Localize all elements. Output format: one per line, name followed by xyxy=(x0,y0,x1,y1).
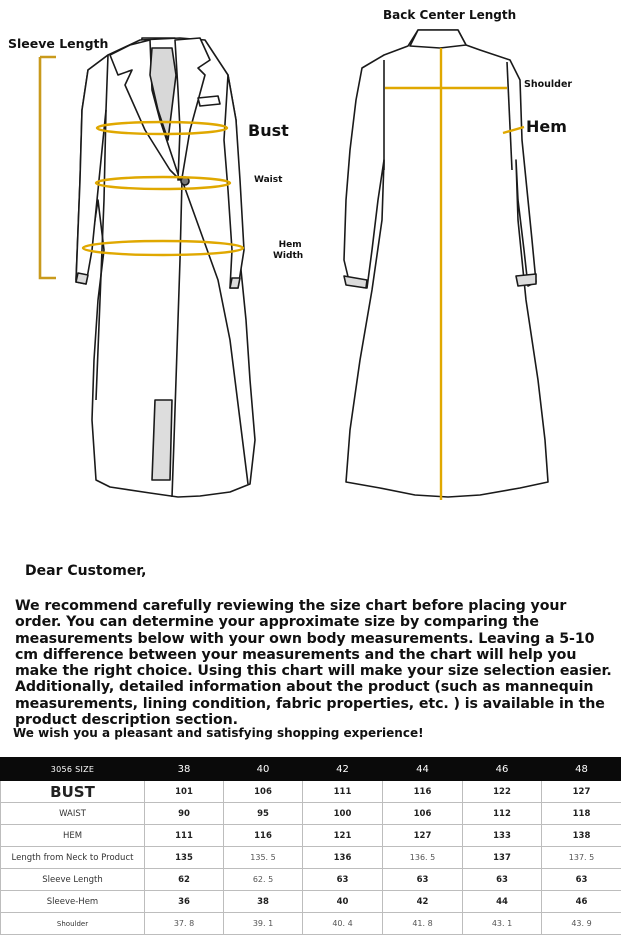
row-label: Sleeve-Hem xyxy=(1,891,145,913)
shoulder-label: Shoulder xyxy=(524,79,572,90)
table-cell: 121 xyxy=(303,825,383,847)
table-cell: 135 xyxy=(145,847,224,869)
table-cell: 36 xyxy=(145,891,224,913)
table-cell: 101 xyxy=(145,781,224,803)
table-cell: 63 xyxy=(383,869,463,891)
table-cell: 112 xyxy=(463,803,542,825)
table-cell: 46 xyxy=(542,891,621,913)
table-cell: 111 xyxy=(145,825,224,847)
table-cell: 62. 5 xyxy=(224,869,303,891)
table-cell: 116 xyxy=(383,781,463,803)
size-column-header: 44 xyxy=(383,758,463,781)
intro-paragraph: We recommend carefully reviewing the size chart before placing your order. You can determine your approximate size by comparing the measurements below with your own body measurements. Leaving a 5-10 cm difference between your measurements and the chart will help you make the right choice. Using this chart will make your size selection easier. Additionally, detailed information about the product (such as mannequin measurements, lining condition, fabric properties, etc. ) is available in the product description section. xyxy=(15,598,615,728)
table-cell: 116 xyxy=(224,825,303,847)
hem-width-label-line2: Width xyxy=(273,251,303,262)
table-cell: 95 xyxy=(224,803,303,825)
row-label: WAIST xyxy=(1,803,145,825)
table-cell: 106 xyxy=(224,781,303,803)
table-cell: 138 xyxy=(542,825,621,847)
table-cell: 40 xyxy=(303,891,383,913)
table-row-sleeve-length xyxy=(1,869,621,891)
table-cell: 63 xyxy=(542,869,621,891)
size-header-label: 3056 SIZE xyxy=(1,758,145,781)
table-cell: 63 xyxy=(463,869,542,891)
row-label: BUST xyxy=(1,781,145,803)
back-center-length-label: Back Center Length xyxy=(383,8,516,22)
greeting-text: Dear Customer, xyxy=(25,563,146,579)
table-cell: 43. 9 xyxy=(542,913,621,935)
table-cell: 40. 4 xyxy=(303,913,383,935)
table-row-waist xyxy=(1,803,621,825)
table-cell: 41. 8 xyxy=(383,913,463,935)
table-row-sleeve-hem xyxy=(1,891,621,913)
size-column-header: 46 xyxy=(463,758,542,781)
table-cell: 127 xyxy=(383,825,463,847)
table-cell: 135. 5 xyxy=(224,847,303,869)
table-cell: 137 xyxy=(463,847,542,869)
size-column-header: 40 xyxy=(224,758,303,781)
size-column-header: 42 xyxy=(303,758,383,781)
table-cell: 127 xyxy=(542,781,621,803)
table-cell: 106 xyxy=(383,803,463,825)
row-label: Sleeve Length xyxy=(1,869,145,891)
waist-label: Waist xyxy=(254,175,282,185)
hem-width-label-line1: Hem xyxy=(277,240,303,251)
table-cell: 137. 5 xyxy=(542,847,621,869)
table-cell: 63 xyxy=(303,869,383,891)
table-row-shoulder xyxy=(1,913,621,935)
table-cell: 100 xyxy=(303,803,383,825)
table-row-bust xyxy=(1,781,621,803)
table-row-length xyxy=(1,847,621,869)
table-cell: 136. 5 xyxy=(383,847,463,869)
bust-label: Bust xyxy=(248,121,289,140)
row-label: HEM xyxy=(1,825,145,847)
table-cell: 39. 1 xyxy=(224,913,303,935)
table-cell: 43. 1 xyxy=(463,913,542,935)
table-cell: 44 xyxy=(463,891,542,913)
table-cell: 38 xyxy=(224,891,303,913)
table-row-hem xyxy=(1,825,621,847)
front-coat-drawing xyxy=(76,38,255,497)
table-cell: 37. 8 xyxy=(145,913,224,935)
table-header-row xyxy=(1,758,621,781)
hem-width-label xyxy=(277,240,303,262)
table-cell: 111 xyxy=(303,781,383,803)
sleeve-length-bracket xyxy=(40,57,56,278)
back-coat-drawing xyxy=(344,30,548,497)
size-column-header: 38 xyxy=(145,758,224,781)
size-column-header: 48 xyxy=(542,758,621,781)
row-label: Shoulder xyxy=(1,913,145,935)
wish-text: We wish you a pleasant and satisfying shopping experience! xyxy=(13,726,424,740)
table-cell: 133 xyxy=(463,825,542,847)
table-cell: 122 xyxy=(463,781,542,803)
table-cell: 42 xyxy=(383,891,463,913)
sleeve-length-label: Sleeve Length xyxy=(8,36,108,51)
size-chart-table xyxy=(0,757,621,935)
hem-label: Hem xyxy=(526,117,567,136)
table-cell: 118 xyxy=(542,803,621,825)
table-cell: 136 xyxy=(303,847,383,869)
table-cell: 90 xyxy=(145,803,224,825)
table-cell: 62 xyxy=(145,869,224,891)
row-label: Length from Neck to Product xyxy=(1,847,145,869)
